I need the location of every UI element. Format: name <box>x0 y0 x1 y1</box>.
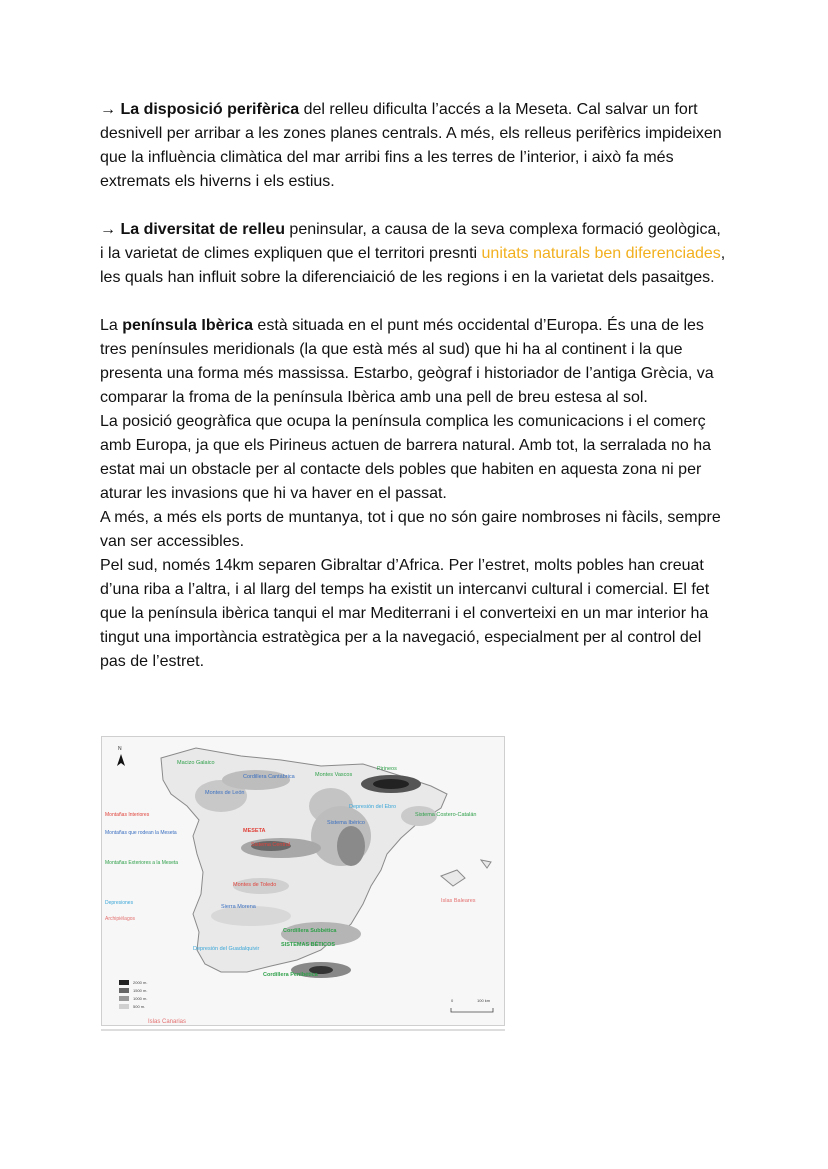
paragraph-position: La posició geogràfica que ocupa la península complica les comunicacions i el comerç amb Europa, ja que els Pirineus actuen de barrera natural. Amb tot, la serralada no ha estat mai un obstacle per al contacte dels pobles que habiten en aquesta zona ni per aturar les invasions que hi va haver en el passat. <box>100 413 712 502</box>
document-body <box>100 98 728 674</box>
label-cordillera-cantabrica: Cordillera Cantábrica <box>243 774 295 780</box>
label-meseta: MESETA <box>243 828 266 834</box>
paragraph-ports: A més, a més els ports de muntanya, tot i que no són gaire nombroses ni fàcils, sempre van ser accessibles. <box>100 509 721 550</box>
elevation-swatch-1500 <box>119 988 129 993</box>
term-iberian: península Ibèrica <box>122 317 253 334</box>
legend-montanas-rodean: Montañas que rodean la Meseta <box>105 830 177 836</box>
label-sistema-central: Sistema Central <box>251 842 291 848</box>
label-depresion-guadalquivir: Depresión del Guadalquivir <box>193 946 260 952</box>
north-label: N <box>118 746 122 752</box>
label-sistemas-beticos: SISTEMAS BÉTICOS <box>281 942 336 948</box>
label-pirineos: Pirineos <box>377 766 397 772</box>
scale-distance: 100 km <box>477 998 491 1003</box>
elevation-swatch-1000 <box>119 996 129 1001</box>
label-cordillera-penibetica: Cordillera Penibética <box>263 972 318 978</box>
elevation-label-2000: 2000 m. <box>133 980 148 985</box>
term-diversity: La diversitat de relleu <box>120 221 285 238</box>
legend-archipielagos: Archipiélagos <box>105 916 136 922</box>
paragraph-peripheral: → La disposició perifèrica del relleu dificulta l’accés a la Meseta. Cal salvar un fort desnivell per arribar a les zones planes centrals. A més, els relleus perifèrics impideixen que la influència climàtica del mar arribi fins a les terres de l’interior, i això fa més extremats els hiverns i els estius. <box>100 101 722 190</box>
label-macizo-galaico: Macizo Galaico <box>177 760 215 766</box>
elevation-label-500: 500 m. <box>133 1004 146 1009</box>
label-montes-toledo: Montes de Toledo <box>233 882 277 888</box>
paragraph-diversity: → La diversitat de relleu peninsular, a causa de la seva complexa formació geològica, i la varietat de climes expliquen que el territori presnti unitats naturals ben diferenciades, les quals han influit sobre la diferenciaició de les regions i en la varietat dels pasaitges. <box>100 221 726 286</box>
label-depresion-ebro: Depresión del Ebro <box>349 804 397 810</box>
label-montes-leon: Montes de León <box>205 790 245 796</box>
term-peripheral: La disposició perifèrica <box>120 101 300 118</box>
label-islas-baleares: Islas Baleares <box>441 898 476 904</box>
elevation-label-1500: 1500 m. <box>133 988 148 993</box>
legend-montanas-interiores: Montañas Interiores <box>105 812 150 818</box>
paragraph-iberian: La península Ibèrica està situada en el punt més occidental d’Europa. És una de les tres penínsules meridionals (la que està més al sud) que hi ha al continent i la que presenta una forma més massissa. Estarbo, geògraf i historiador de l’antiga Grècia, va comparar la froma de la península Ibèrica amb una pell de breu estesa al sol. <box>100 317 714 406</box>
legend-montanas-exteriores: Montañas Exteriores a la Meseta <box>105 860 179 866</box>
elevation-label-1000: 1000 m. <box>133 996 148 1001</box>
label-sierra-morena: Sierra Morena <box>221 904 256 910</box>
paragraph-south: Pel sud, només 14km separen Gibraltar d’Africa. Per l’estret, molts pobles han creuat d’una riba a l’altra, i al llarg del temps ha existit un intercanvi cultural i comercial. El fet que la península ibèrica tanqui el mar Mediterrani i el converteixi en un mar interior ha tingut una importància estratègica per a la navegació, especialment per al control del pas de l’estret. <box>100 557 710 670</box>
label-islas-canarias: Islas Canarias <box>148 1019 187 1025</box>
legend-depresiones: Depresiones <box>105 900 134 906</box>
highlighted-text: unitats naturals ben diferenciades <box>481 245 721 262</box>
elevation-swatch-2000 <box>119 980 129 985</box>
label-cordillera-subbetica: Cordillera Subbética <box>283 928 337 934</box>
label-montes-vascos: Montes Vascos <box>315 772 353 778</box>
relief-map-svg <box>101 736 505 1032</box>
scale-zero: 0 <box>451 998 454 1003</box>
label-sistema-costero-catalan: Sistema Costero-Catalán <box>415 812 477 818</box>
label-sistema-iberico: Sistema Ibérico <box>327 820 365 826</box>
elevation-swatch-500 <box>119 1004 129 1009</box>
relief-map <box>101 736 505 1032</box>
